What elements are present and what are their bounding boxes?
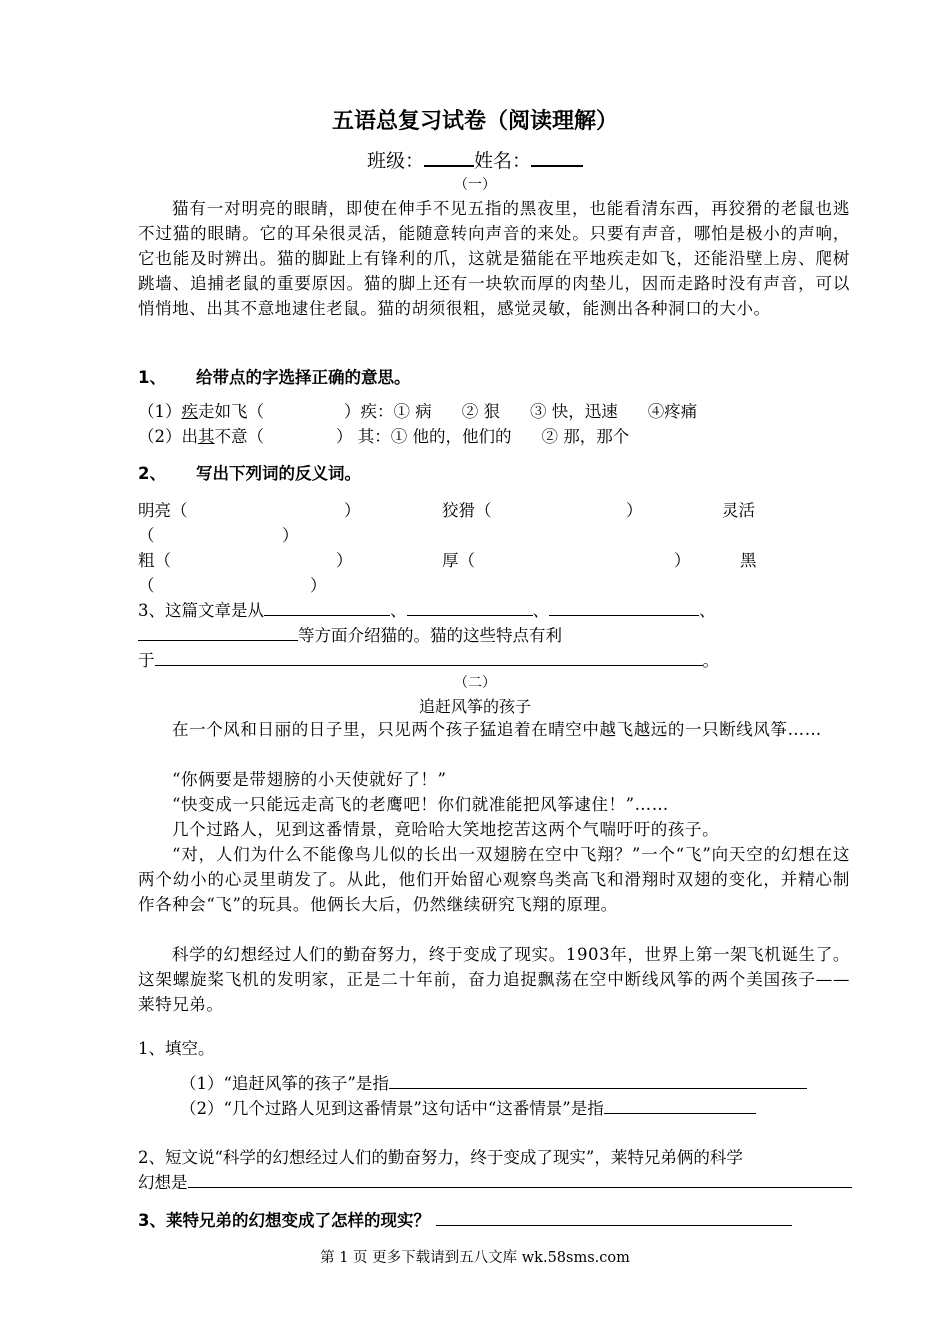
part1-q3-yu: 于 — [138, 651, 155, 670]
q3-blank-1[interactable] — [264, 599, 390, 616]
part2-q1-s2 — [180, 1095, 756, 1119]
page-footer: 第 1 页 更多下载请到五八文库 wk.58sms.com — [320, 1250, 630, 1266]
part2-q1-s1 — [180, 1070, 807, 1094]
sep: 、 — [699, 601, 716, 620]
row1-option1: ）疾：① 病 — [344, 402, 432, 421]
dotted-char-ji: 疾 — [181, 402, 198, 421]
part2-q3 — [138, 1207, 792, 1231]
antonym-word-4: 粗（ — [138, 551, 171, 570]
story-paragraph-3: “快变成一只能远走高飞的老鹰吧！你们就准能把风筝逮住！”…… — [172, 795, 669, 814]
name-blank[interactable] — [531, 147, 583, 167]
row1-option4: ④疼痛 — [647, 402, 698, 421]
antonym-close-1: ） — [344, 501, 361, 520]
part1-q1 — [138, 364, 410, 388]
part1-q2-text: 写出下列词的反义词。 — [195, 464, 361, 483]
antonym-close-5: ） — [674, 551, 691, 570]
part2-q3-text: 3、莱特兄弟的幻想变成了怎样的现实？ — [138, 1211, 430, 1230]
story-title: 追赶风筝的孩子 — [418, 697, 531, 716]
part1-q3-start: 3、这篇文章是从 — [138, 601, 264, 620]
row1-word: 走如飞（ — [198, 402, 264, 421]
row2-option1: ） 其：① 他的，他们的 — [336, 427, 512, 446]
name-label: 姓名： — [474, 150, 532, 172]
row1-option2: ② 狠 — [461, 402, 500, 421]
part2-q1-blank-2[interactable] — [604, 1097, 756, 1114]
part1-q3-line3 — [138, 647, 719, 671]
row1-option3: ③ 快，迅速 — [530, 402, 618, 421]
row2-option2: ② 那，那个 — [541, 427, 630, 446]
q3-blank-3[interactable] — [549, 599, 699, 616]
part2-q1-s1-text: （1）“追赶风筝的孩子”是指 — [180, 1074, 389, 1093]
part1-passage: 猫有一对明亮的眼睛，即使在伸手不见五指的黑夜里，也能看清东西，再狡猾的老鼠也逃不过猫的眼睛。它的耳朵很灵活，能随意转向声音的来处。只要有声音，哪怕是极小的声响，它也能及时辨出。猫的脚趾上有锋利的爪，这就是猫能在平地疾走如飞，还能沿壁上房、爬树跳墙、追捕老鼠的重要原因。猫的脚上还有一块软而厚的肉垫儿，因而走路时没有声音，可以悄悄地、出其不意地逮住老鼠。猫的胡须很粗，感觉灵敏，能测出各种洞口的大小。 — [138, 199, 850, 318]
part2-q2-line2 — [138, 1169, 852, 1193]
part2-q3-blank[interactable] — [436, 1209, 792, 1226]
part1-q1-row1 — [138, 398, 697, 422]
class-blank[interactable] — [424, 147, 474, 167]
part1-q2 — [138, 460, 361, 484]
story-paragraph-5: “对，人们为什么不能像鸟儿似的长出一双翅膀在空中飞翔？”一个“飞”向天空的幻想在这两个幼小的心灵里萌发了。从此，他们开始留心观察鸟类高飞和滑翔时双翅的变化，并精心制作各种会“飞”的玩具。他俩长大后，仍然继续研究飞翔的原理。 — [138, 845, 850, 914]
part2-q2-blank[interactable] — [188, 1171, 852, 1188]
story-paragraph-1: 在一个风和日丽的日子里，只见两个孩子猛追着在晴空中越飞越远的一只断线风筝…… — [172, 720, 822, 739]
part2-q1-blank-1[interactable] — [389, 1072, 807, 1089]
antonym-close-2: ） — [626, 501, 643, 520]
row2-word: 不意（ — [214, 427, 264, 446]
row1-prefix: （1） — [138, 402, 182, 421]
page-title: 五语总复习试卷（阅读理解） — [331, 109, 618, 134]
part2-q1-s2-text: （2）“几个过路人见到这番情景”这句话中“这番情景”是指 — [180, 1099, 604, 1118]
part2-q2-line1: 2、短文说“科学的幻想经过人们的勤奋努力，终于变成了现实”，莱特兄弟俩的科学 — [138, 1148, 743, 1167]
sep: 、 — [532, 601, 549, 620]
antonym-word-2: 狡猾（ — [442, 501, 492, 520]
antonym-open-3: （ — [138, 526, 155, 545]
q3-blank-4[interactable] — [138, 624, 298, 641]
part1-q3-end: 。 — [702, 651, 719, 670]
story-paragraph-4: 几个过路人，见到这番情景，竟哈哈大笑地挖苦这两个气喘吁吁的孩子。 — [172, 820, 720, 839]
class-label: 班级： — [366, 150, 424, 172]
part1-q1-number: 1、 — [138, 368, 166, 387]
story-paragraph-2: “你俩要是带翅膀的小天使就好了！” — [172, 770, 447, 789]
row2-prefix: （2）出 — [138, 427, 198, 446]
antonym-word-1: 明亮（ — [138, 501, 188, 520]
q3-blank-2[interactable] — [407, 599, 533, 616]
antonym-word-3: 灵活 — [722, 501, 755, 520]
part1-q1-text: 给带点的字选择正确的意思。 — [195, 368, 411, 387]
antonym-close-6: ） — [310, 576, 327, 595]
sep: 、 — [390, 601, 407, 620]
dotted-char-qi: 其 — [198, 427, 215, 446]
part1-q3-line1 — [138, 597, 716, 621]
part1-q2-number: 2、 — [138, 464, 166, 483]
part2-heading: （二） — [454, 675, 496, 691]
antonym-close-4: ） — [336, 551, 353, 570]
class-name-line — [0, 146, 950, 173]
antonym-word-6: 黑 — [740, 551, 757, 570]
part1-q3-line2 — [138, 622, 562, 646]
story-paragraph-6: 科学的幻想经过人们的勤奋努力，终于变成了现实。1903年，世界上第一架飞机诞生了。这架螺旋桨飞机的发明家，正是二十年前，奋力追捉飘荡在空中断线风筝的两个美国孩子——莱特兄弟。 — [138, 945, 850, 1014]
q3-blank-5[interactable] — [155, 649, 703, 666]
part1-heading: （一） — [454, 177, 496, 193]
part2-q1: 1、填空。 — [138, 1039, 215, 1058]
part1-q1-row2 — [138, 423, 629, 447]
antonym-open-6: （ — [138, 576, 155, 595]
part2-q2-start: 幻想是 — [138, 1173, 188, 1192]
antonym-close-3: ） — [282, 526, 299, 545]
antonym-word-5: 厚（ — [442, 551, 475, 570]
part1-q3-mid: 等方面介绍猫的。猫的这些特点有利 — [298, 626, 562, 645]
